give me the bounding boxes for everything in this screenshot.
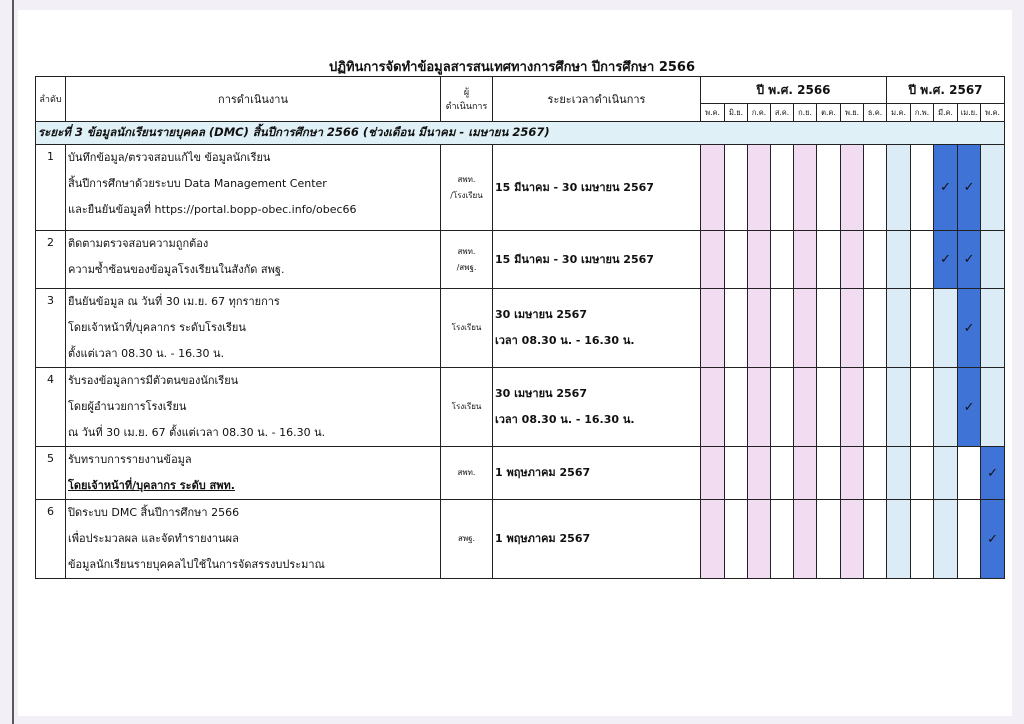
month-cell	[725, 145, 748, 231]
row-number: 6	[36, 500, 66, 579]
month-cell	[958, 447, 981, 500]
month-cell	[725, 447, 748, 500]
month-cell	[864, 289, 887, 368]
header-task: การดำเนินงาน	[66, 77, 441, 122]
header-period: ระยะเวลาดำเนินการ	[493, 77, 701, 122]
check-icon: ✓	[963, 252, 975, 267]
month-cell	[981, 231, 1005, 289]
phase-row	[36, 122, 1005, 145]
task-line: ณ วันที่ 30 เม.ย. 67 ตั้งแต่เวลา 08.30 น. - 16.30 น.	[68, 426, 326, 439]
task-line: รับทราบการรายงานข้อมูล	[68, 453, 192, 466]
header-month: ก.พ.	[911, 104, 934, 122]
task-cell	[66, 289, 441, 368]
header-month: ธ.ค.	[864, 104, 887, 122]
month-cell	[701, 368, 725, 447]
period-cell	[493, 145, 701, 231]
task-line: ความซ้ำซ้อนของข้อมูลโรงเรียนในสังกัด สพฐ.	[68, 263, 285, 276]
month-cell	[817, 289, 841, 368]
table-row	[36, 145, 1005, 231]
table-row	[36, 447, 1005, 500]
month-cell	[771, 145, 794, 231]
task-cell	[66, 231, 441, 289]
month-cell	[794, 231, 817, 289]
page-edge	[12, 0, 14, 724]
header-month: มี.ค.	[934, 104, 958, 122]
header-resp-line-1: ผู้	[463, 88, 470, 98]
check-icon: ✓	[963, 320, 975, 336]
task-cell	[66, 500, 441, 579]
month-cell	[911, 500, 934, 579]
month-cell	[771, 447, 794, 500]
month-cell	[911, 447, 934, 500]
header-month: ก.ค.	[748, 104, 771, 122]
header-year-2567: ปี พ.ศ. 2567	[887, 77, 1005, 104]
header-no: ลำดับ	[36, 77, 66, 122]
month-cell	[934, 500, 958, 579]
responsible-line: สพท.	[457, 174, 476, 184]
row-number: 3	[36, 289, 66, 368]
month-cell	[911, 145, 934, 231]
header-month: พ.ค.	[981, 104, 1005, 122]
month-cell	[725, 289, 748, 368]
task-line: เพื่อประมวลผล และจัดทำรายงานผล	[68, 532, 239, 545]
month-cell	[771, 231, 794, 289]
month-cell	[748, 231, 771, 289]
month-cell	[864, 231, 887, 289]
month-cell	[817, 500, 841, 579]
row-number: 5	[36, 447, 66, 500]
table-row	[36, 231, 1005, 289]
task-line: สิ้นปีการศึกษาด้วยระบบ Data Management Center	[68, 177, 327, 190]
header-month: มิ.ย.	[725, 104, 748, 122]
period-line: 15 มีนาคม - 30 เมษายน 2567	[495, 252, 654, 266]
period-line: 1 พฤษภาคม 2567	[495, 532, 591, 545]
selected-month-cell	[958, 231, 981, 289]
responsible-cell	[441, 289, 493, 368]
responsible-line: โรงเรียน	[451, 402, 482, 411]
month-cell	[841, 231, 864, 289]
task-line: ปิดระบบ DMC สิ้นปีการศึกษา 2566	[68, 506, 240, 519]
row-number: 4	[36, 368, 66, 447]
month-cell	[934, 447, 958, 500]
month-cell	[748, 500, 771, 579]
task-line: ยืนยันข้อมูล ณ วันที่ 30 เม.ย. 67 ทุกรายการ	[68, 295, 280, 308]
month-cell	[817, 447, 841, 500]
table-row	[36, 289, 1005, 368]
task-line: ข้อมูลนักเรียนรายบุคคลไปใช้ในการจัดสรรงบประมาณ	[68, 558, 325, 571]
month-cell	[841, 447, 864, 500]
period-cell	[493, 500, 701, 579]
month-cell	[841, 145, 864, 231]
month-cell	[701, 447, 725, 500]
table-row	[36, 500, 1005, 579]
month-cell	[864, 447, 887, 500]
period-line: เวลา 08.30 น. - 16.30 น.	[495, 334, 635, 347]
page-title: ปฏิทินการจัดทำข้อมูลสารสนเทศทางการศึกษา ปีการศึกษา 2566	[328, 60, 696, 75]
responsible-line: สพฐ.	[457, 534, 476, 543]
check-icon: ✓	[963, 180, 975, 195]
check-icon: ✓	[940, 180, 951, 195]
selected-month-cell	[934, 145, 958, 231]
header-year-2566: ปี พ.ศ. 2566	[701, 77, 887, 104]
period-cell	[493, 231, 701, 289]
row-number: 2	[36, 231, 66, 289]
phase-label: ระยะที่ 3 ข้อมูลนักเรียนรายบุคคล (DMC) สิ้นปีการศึกษา 2566 (ช่วงเดือน มีนาคม - เมษายน 2567)	[36, 122, 1005, 145]
responsible-line: /สพฐ.	[456, 262, 477, 272]
month-cell	[981, 289, 1005, 368]
responsible-cell	[441, 231, 493, 289]
period-cell	[493, 447, 701, 500]
task-line: โดยเจ้าหน้าที่/บุคลากร ระดับ สพท.	[68, 479, 235, 492]
header-month: พ.ค.	[701, 104, 725, 122]
month-cell	[841, 368, 864, 447]
month-cell	[794, 447, 817, 500]
schedule-table	[35, 76, 1005, 579]
month-cell	[771, 289, 794, 368]
selected-month-cell	[958, 368, 981, 447]
month-cell	[725, 231, 748, 289]
responsible-line: สพท.	[457, 468, 476, 477]
period-cell	[493, 289, 701, 368]
selected-month-cell	[958, 145, 981, 231]
month-cell	[794, 500, 817, 579]
month-cell	[725, 500, 748, 579]
month-cell	[817, 368, 841, 447]
month-cell	[981, 368, 1005, 447]
month-cell	[934, 368, 958, 447]
month-cell	[958, 500, 981, 579]
period-line: 30 เมษายน 2567	[495, 387, 587, 400]
month-cell	[794, 368, 817, 447]
month-cell	[911, 368, 934, 447]
header-month: ม.ค.	[887, 104, 911, 122]
month-cell	[887, 500, 911, 579]
period-line: 30 เมษายน 2567	[495, 308, 587, 321]
month-cell	[887, 368, 911, 447]
header-month: ต.ค.	[817, 104, 841, 122]
responsible-cell	[441, 145, 493, 231]
month-cell	[841, 500, 864, 579]
task-line: ติดตามตรวจสอบความถูกต้อง	[68, 237, 209, 250]
month-cell	[864, 500, 887, 579]
month-cell	[794, 289, 817, 368]
month-cell	[911, 231, 934, 289]
month-cell	[841, 289, 864, 368]
month-cell	[771, 368, 794, 447]
month-cell	[864, 368, 887, 447]
month-cell	[887, 447, 911, 500]
month-cell	[701, 231, 725, 289]
month-cell	[887, 289, 911, 368]
check-icon: ✓	[987, 531, 998, 547]
responsible-cell	[441, 368, 493, 447]
month-cell	[771, 500, 794, 579]
responsible-line: /โรงเรียน	[450, 190, 483, 200]
month-cell	[748, 289, 771, 368]
header-responsible	[441, 77, 493, 122]
month-cell	[701, 145, 725, 231]
month-cell	[981, 145, 1005, 231]
selected-month-cell	[981, 447, 1005, 500]
responsible-line: สพท.	[457, 246, 476, 256]
month-cell	[725, 368, 748, 447]
month-cell	[748, 447, 771, 500]
header-month: ส.ค.	[771, 104, 794, 122]
responsible-line: โรงเรียน	[451, 323, 482, 332]
row-number: 1	[36, 145, 66, 231]
responsible-cell	[441, 447, 493, 500]
month-cell	[887, 231, 911, 289]
month-cell	[748, 368, 771, 447]
task-line: และยืนยันข้อมูลที่ https://portal.bopp-obec.info/obec66	[68, 203, 357, 216]
month-cell	[911, 289, 934, 368]
task-cell	[66, 447, 441, 500]
table-row	[36, 368, 1005, 447]
month-cell	[701, 500, 725, 579]
month-cell	[748, 145, 771, 231]
check-icon: ✓	[963, 399, 975, 415]
month-cell	[864, 145, 887, 231]
selected-month-cell	[934, 231, 958, 289]
check-icon: ✓	[987, 465, 998, 481]
month-cell	[794, 145, 817, 231]
month-cell	[701, 289, 725, 368]
month-cell	[887, 145, 911, 231]
task-line: ตั้งแต่เวลา 08.30 น. - 16.30 น.	[68, 347, 225, 360]
month-cell	[934, 289, 958, 368]
task-cell	[66, 368, 441, 447]
period-cell	[493, 368, 701, 447]
period-line: 15 มีนาคม - 30 เมษายน 2567	[495, 180, 654, 194]
header-month: เม.ย.	[958, 104, 981, 122]
task-line: รับรองข้อมูลการมีตัวตนของนักเรียน	[68, 374, 239, 387]
period-line: เวลา 08.30 น. - 16.30 น.	[495, 413, 635, 426]
month-cell	[817, 145, 841, 231]
task-line: บันทึกข้อมูล/ตรวจสอบแก้ไข ข้อมูลนักเรียน	[68, 151, 271, 164]
month-cell	[817, 231, 841, 289]
header-resp-line-2: ดำเนินการ	[445, 102, 488, 112]
header-month: ก.ย.	[794, 104, 817, 122]
header-row-years	[36, 77, 1005, 104]
header-month: พ.ย.	[841, 104, 864, 122]
check-icon: ✓	[940, 252, 951, 267]
selected-month-cell	[981, 500, 1005, 579]
task-line: โดยเจ้าหน้าที่/บุคลากร ระดับโรงเรียน	[68, 321, 246, 334]
period-line: 1 พฤษภาคม 2567	[495, 466, 591, 479]
task-line: โดยผู้อำนวยการโรงเรียน	[68, 400, 187, 413]
task-cell	[66, 145, 441, 231]
responsible-cell	[441, 500, 493, 579]
selected-month-cell	[958, 289, 981, 368]
